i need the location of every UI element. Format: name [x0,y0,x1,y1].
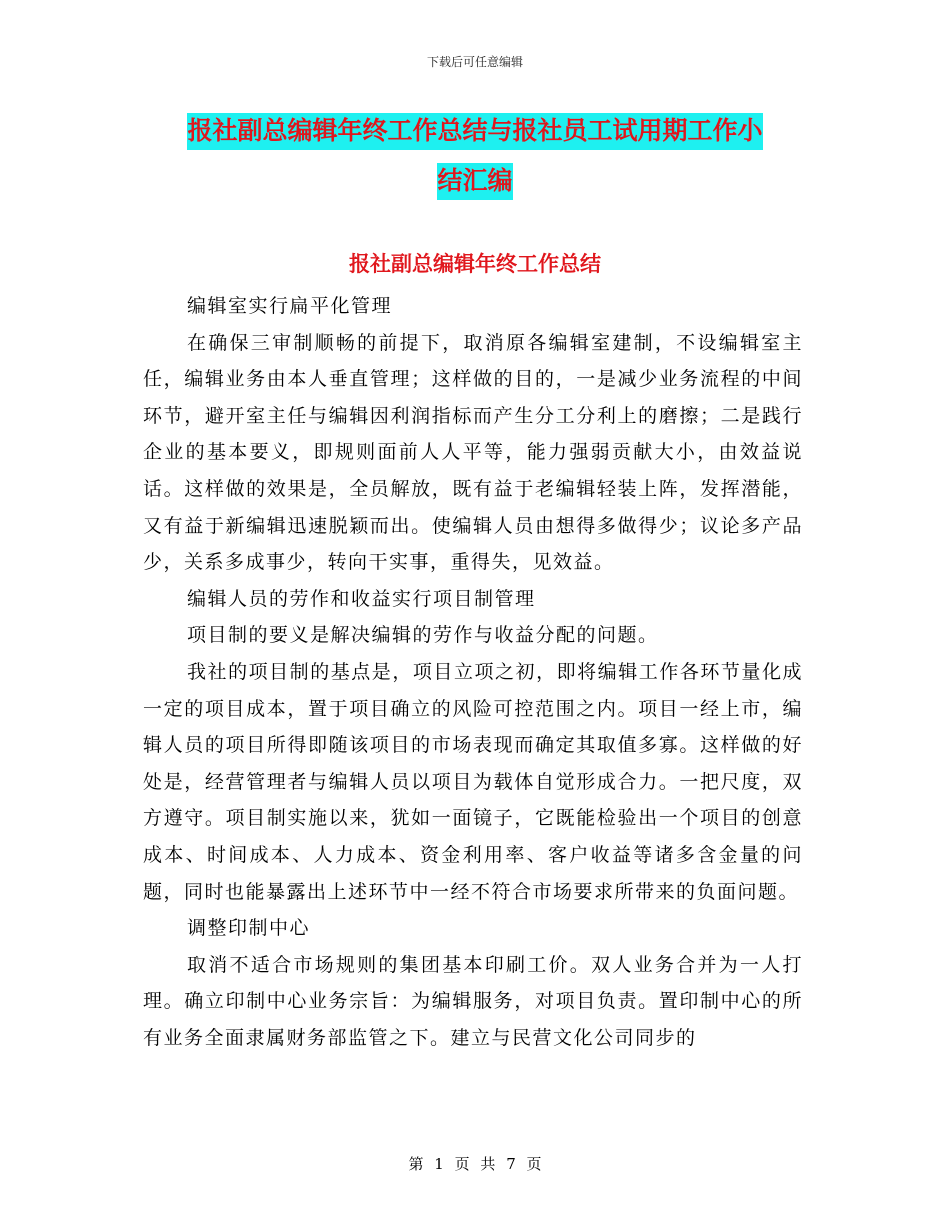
section-subtitle: 报社副总编辑年终工作总结 [349,252,601,276]
section-heading-flat-management: 编辑室实行扁平化管理 [187,295,393,317]
paragraph: 在确保三审制顺畅的前提下，取消原各编辑室建制，不设编辑室主任，编辑业务由本人垂直管理；这样做的目的，一是减少业务流程的中间环节，避开室主任与编辑因利润指标而产生分工分利上的磨擦；二是践行企业的基本要义，即规则面前人人平等，能力强弱贡献大小，由效益说话。这样做的效果是，全员解放，既有益于老编辑轻装上阵，发挥潜能，又有益于新编辑迅速脱颖而出。使编辑人员由想得多做得少；议论多产品少，关系多成事少，转向干实事，重得失，见效益。 [143,331,803,574]
section-heading-project-management: 编辑人员的劳作和收益实行项目制管理 [187,587,536,610]
page-total-pre: 共 [480,1155,496,1173]
page-label-pre: 第 [408,1155,424,1173]
paragraph: 我社的项目制的基点是，项目立项之初，即将编辑工作各环节量化成一定的项目成本，置于项目确立的风险可控范围之内。项目一经上市，编辑人员的项目所得即随该项目的市场表现而确定其取值多寡。这样做的好处是，经营管理者与编辑人员以项目为载体自觉形成合力。一把尺度，双方遵守。项目制实施以来，犹如一面镜子，它既能检验出一个项目的创意成本、时间成本、人力成本、资金利用率、客户收益等诸多含金量的问题，同时也能暴露出上述环节中一经不符合市场要求所带来的负面问题。 [143,660,803,903]
page-label-mid: 页 [454,1155,470,1173]
document-body [143,288,803,1056]
title-line-2: 结汇编 [437,163,512,200]
page-header-note: 下载后可任意编辑 [426,55,523,69]
paragraph: 取消不适合市场规则的集团基本印刷工价。双人业务合并为一人打理。确立印制中心业务宗旨：为编辑服务，对项目负责。置印制中心的所有业务全面隶属财务部监管之下。建立与民营文化公司同步的 [143,953,803,1049]
paragraph: 项目制的要义是解决编辑的劳作与收益分配的问题。 [187,624,659,647]
title-line-1: 报社副总编辑年终工作总结与报社员工试用期工作小 [187,113,762,150]
page-label-post: 页 [526,1155,542,1173]
page-footer [0,1154,950,1174]
page-total: 7 [506,1155,516,1173]
page-current: 1 [434,1155,444,1173]
section-heading-print-center: 调整印制中心 [187,917,311,940]
document-title [150,106,800,206]
